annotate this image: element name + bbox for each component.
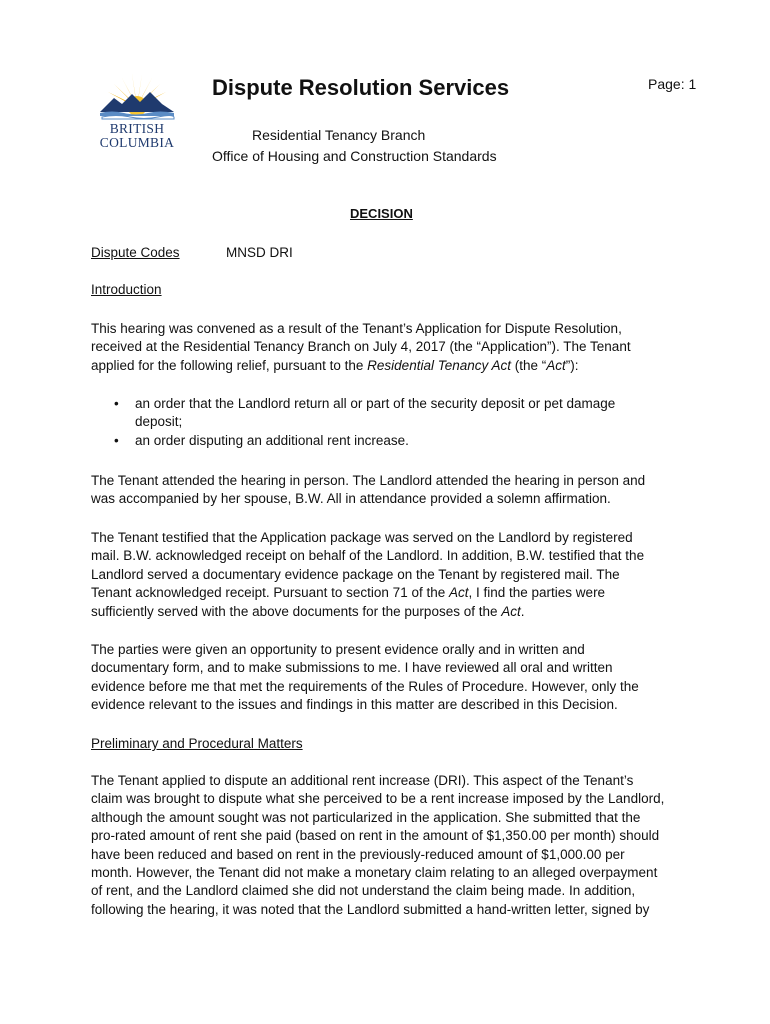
- office-name: Office of Housing and Construction Standards: [212, 148, 497, 164]
- act-name: Residential Tenancy Act: [367, 357, 512, 373]
- branch-name: Residential Tenancy Branch: [252, 127, 426, 143]
- logo-text-columbia: COLUMBIA: [99, 135, 175, 150]
- act-short-name: Act: [546, 357, 566, 373]
- introduction-heading: Introduction: [91, 282, 162, 297]
- preliminary-heading: Preliminary and Procedural Matters: [91, 736, 303, 751]
- page-number: Page: 1: [648, 76, 697, 92]
- dispute-codes-value: MNSD DRI: [226, 245, 293, 260]
- text-segment: (the “: [511, 357, 547, 373]
- introduction-paragraph-3: [91, 529, 691, 621]
- text-segment: .: [520, 603, 525, 619]
- page-title: Dispute Resolution Services: [212, 75, 510, 100]
- text-segment: ”):: [565, 357, 579, 373]
- text-segment: The Tenant testified that the Application package was served on the Landlord by registered mail. B.W. acknowledged receipt on behalf of the Landlord. In addition, B.W. testified that the Landlord served a documentary evidence package on the Tenant by registered mail. The Tenant acknowledged receipt. Pursuant to section 71 of the: [91, 530, 645, 601]
- text-segment: This hearing was convened as a result of the Tenant’s Application for Dispute Resolution, received at the Residential Tenancy Branch on July 4, 2017 (the “Application”). The Tenant applied for the following relief, pursuant to the: [91, 321, 631, 373]
- introduction-paragraph-4: The parties were given an opportunity to present evidence orally and in written and documentary form, and to make submissions to me. I have reviewed all oral and written evidence before me that met the requirements of the Rules of Procedure. However, only the evidence relevant to the issues and findings in this matter are described in this Decision.: [91, 642, 639, 713]
- bc-government-logo: [92, 72, 182, 156]
- logo-text-british: BRITISH: [109, 121, 165, 136]
- act-short-name: Act: [501, 603, 521, 619]
- relief-list: [91, 395, 691, 450]
- list-item: [91, 395, 691, 432]
- text-segment: , I find the parties were sufficiently served with the above documents for the purposes of the: [91, 585, 606, 619]
- introduction-paragraph-1: [91, 320, 691, 375]
- list-item-text: an order that the Landlord return all or part of the security deposit or pet damage deposit;: [135, 396, 616, 430]
- introduction-paragraph-2: The Tenant attended the hearing in person. The Landlord attended the hearing in person and was accompanied by her spouse, B.W. All in attendance provided a solemn affirmation.: [91, 473, 646, 507]
- dispute-codes-label: Dispute Codes: [91, 245, 180, 260]
- list-item: [91, 432, 691, 450]
- list-item-text: an order disputing an additional rent increase.: [135, 432, 409, 448]
- mountains-icon: [100, 92, 174, 112]
- bullet-icon: •: [114, 396, 119, 411]
- act-short-name: Act: [448, 585, 469, 601]
- decision-heading: DECISION: [350, 206, 413, 221]
- preliminary-paragraph-1: The Tenant applied to dispute an additional rent increase (DRI). This aspect of the Tenant’s claim was brought to dispute what she perceived to be a rent increase imposed by the Landlord, although the amount sought was not particularized in the application. She submitted that the pro-rated amount of rent she paid (based on rent in the amount of $1,350.00 per month) should have been reduced and based on rent in the previously-reduced amount of $1,000.00 per month. However, the Tenant did not make a monetary claim relating to an alleged overpayment of rent, and the Landlord claimed she did not understand the claim being made. In addition, following the hearing, it was noted that the Landlord submitted a hand-written letter, signed by: [91, 773, 665, 917]
- bc-logo-emblem-icon: [92, 72, 182, 122]
- bullet-icon: •: [114, 432, 119, 448]
